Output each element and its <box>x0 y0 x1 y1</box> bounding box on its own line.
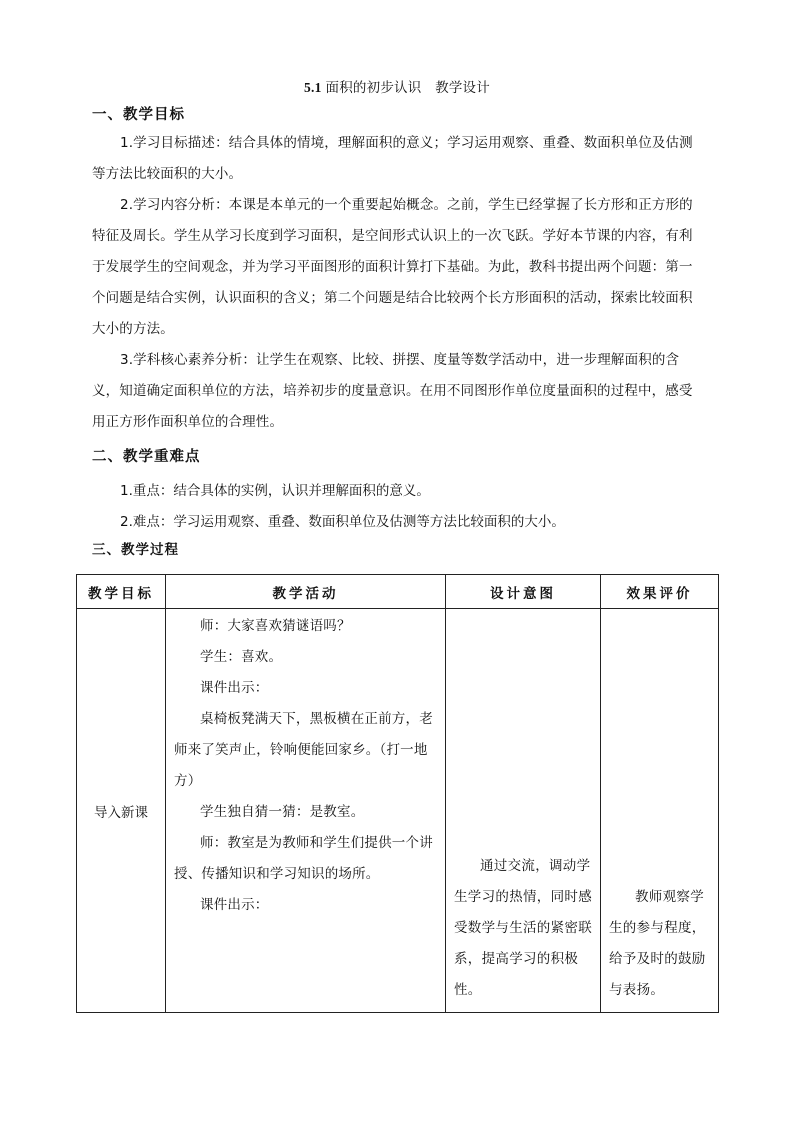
section-heading-key-points: 二、教学重难点 <box>92 449 201 465</box>
objective-paragraph-3: 3.学科核心素养分析：让学生在观察、比较、拼摆、度量等数学活动中，进一步理解面积的含义，知道确定面积单位的方法，培养初步的度量意识。在用不同图形作单位度量面积的过程中，感受用正方形作面积单位的合理性。 <box>92 352 693 430</box>
header-intent: 设计意图 <box>446 575 601 609</box>
activity-line: 课件出示： <box>200 680 269 696</box>
intent-cell <box>446 609 601 1013</box>
activity-line: 学生独自猜一猜：是教室。 <box>200 804 365 820</box>
goal-cell: 导入新课 <box>77 609 166 1013</box>
document-title <box>0 76 794 96</box>
evaluation-cell <box>601 609 719 1013</box>
header-activity: 教学活动 <box>166 575 446 609</box>
activity-line: 师来了笑声止，铃响便能回家乡。（打一地 <box>174 742 428 758</box>
objective-paragraph-1: 1.学习目标描述：结合具体的情境，理解面积的意义；学习运用观察、重叠、数面积单位及估测等方法比较面积的大小。 <box>92 135 693 182</box>
key-point-line: 1.重点：结合具体的实例，认识并理解面积的意义。 <box>120 483 430 499</box>
title-text: 面积的初步认识 教学设计 <box>325 80 490 96</box>
evaluation-text: 教师观察学生的参与程度，给予及时的鼓励与表扬。 <box>609 889 706 998</box>
section-heading-process: 三、教学过程 <box>92 542 179 558</box>
activity-line: 授、传播知识和学习知识的场所。 <box>174 866 380 882</box>
activity-line: 课件出示： <box>200 897 269 913</box>
section-heading-objectives: 一、教学目标 <box>92 107 185 123</box>
difficult-point-line: 2.难点：学习运用观察、重叠、数面积单位及估测等方法比较面积的大小。 <box>120 514 565 530</box>
intent-text: 通过交流，调动学生学习的热情，同时感受数学与生活的紧密联系，提高学习的积极性。 <box>454 858 592 998</box>
objective-paragraph-2: 2.学习内容分析：本课是本单元的一个重要起始概念。之前，学生已经掌握了长方形和正方形的特征及周长。学生从学习长度到学习面积，是空间形式认识上的一次飞跃。学好本节课的内容，有利于发展学生的空间观念，并为学习平面图形的面积计算打下基础。为此，教科书提出两个问题：第一个问题是结合实例，认识面积的含义；第二个问题是结合比较两个长方形面积的活动，探索比较面积大小的方法。 <box>92 197 693 337</box>
activity-line: 学生：喜欢。 <box>200 649 283 665</box>
activity-line: 师：教室是为教师和学生们提供一个讲 <box>200 835 433 851</box>
table-row <box>77 609 719 1013</box>
header-evaluation: 效果评价 <box>601 575 719 609</box>
activity-line: 方） <box>174 773 202 789</box>
activity-cell <box>166 609 446 1013</box>
activity-line: 桌椅板凳满天下，黑板横在正前方，老 <box>200 711 433 727</box>
activity-line: 师：大家喜欢猜谜语吗？ <box>200 618 351 634</box>
table-header-row <box>77 575 719 609</box>
teaching-process-table <box>76 574 719 1013</box>
title-number: 5.1 <box>304 80 322 95</box>
header-goal: 教学目标 <box>77 575 166 609</box>
